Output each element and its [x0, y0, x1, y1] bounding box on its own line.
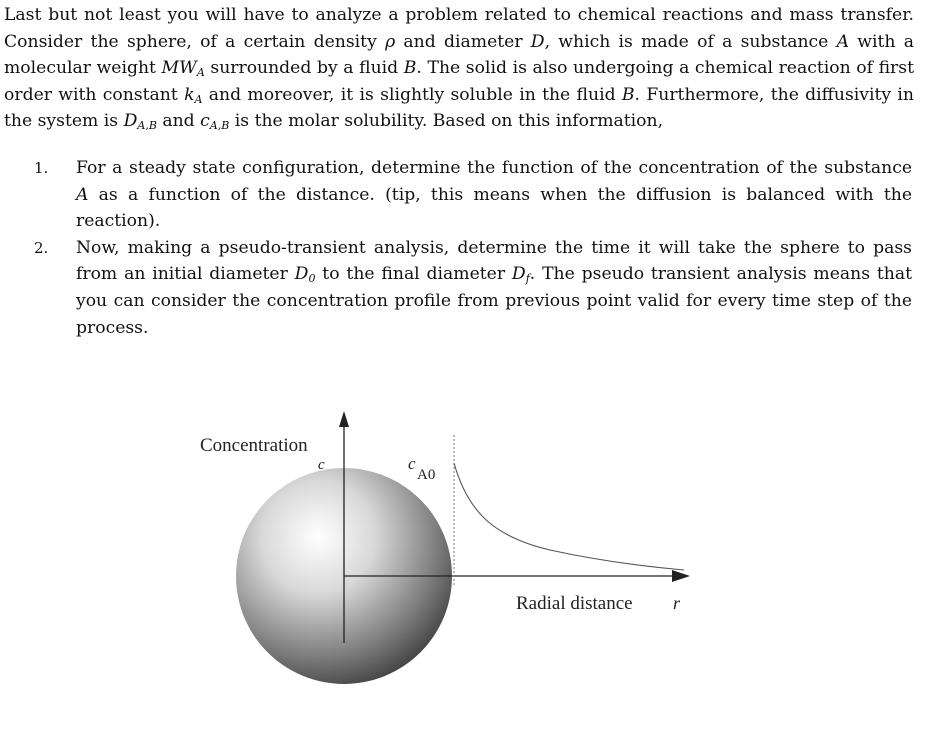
y-axis-arrow	[339, 411, 349, 427]
concentration-curve	[454, 463, 684, 570]
x-axis-symbol: r	[673, 593, 681, 613]
problem-statement: Last but not least you will have to analyze a problem related to chemical reactions and mass transfer. Consider the sphere, of a certain density ρ and diameter D, which is made of a substance A with a molecular weight $MW_A$ surrounded by a fluid B. The solid is also undergoing a chemical reaction of first order with constant $k_A$ and moreover, it is slightly soluble in the fluid B. Furthermore, the diffusivity in the system is $D_{A,B}$ and $c_{A,B}$ is the molar solubility. Based on this information,	[4, 5, 914, 133]
y-axis-symbol: c	[318, 457, 325, 473]
x-axis-arrow	[672, 570, 690, 582]
x-axis-label: Radial distance	[516, 593, 633, 614]
question-number: 2.	[34, 238, 49, 257]
concentration-figure	[190, 405, 710, 725]
question-1: 1. For a steady state configuration, determine the function of the concentration of the substance A as a function of the distance. (tip, this means when the diffusion is balanced with the reaction).	[34, 155, 912, 235]
surface-concentration-label: c	[408, 454, 416, 473]
question-number: 1.	[34, 159, 49, 177]
question-2: 2. Now, making a pseudo-transient analysis, determine the time it will take the sphere to pass from an initial diameter $D_0$ to the final diameter $D_f$. The pseudo transient analysis means that you can consider the concentration profile from previous point valid for every time step of the process.	[34, 235, 912, 341]
y-axis-label: Concentration	[200, 435, 308, 456]
surface-concentration-subscript: A0	[417, 467, 436, 483]
question-list	[34, 155, 912, 341]
